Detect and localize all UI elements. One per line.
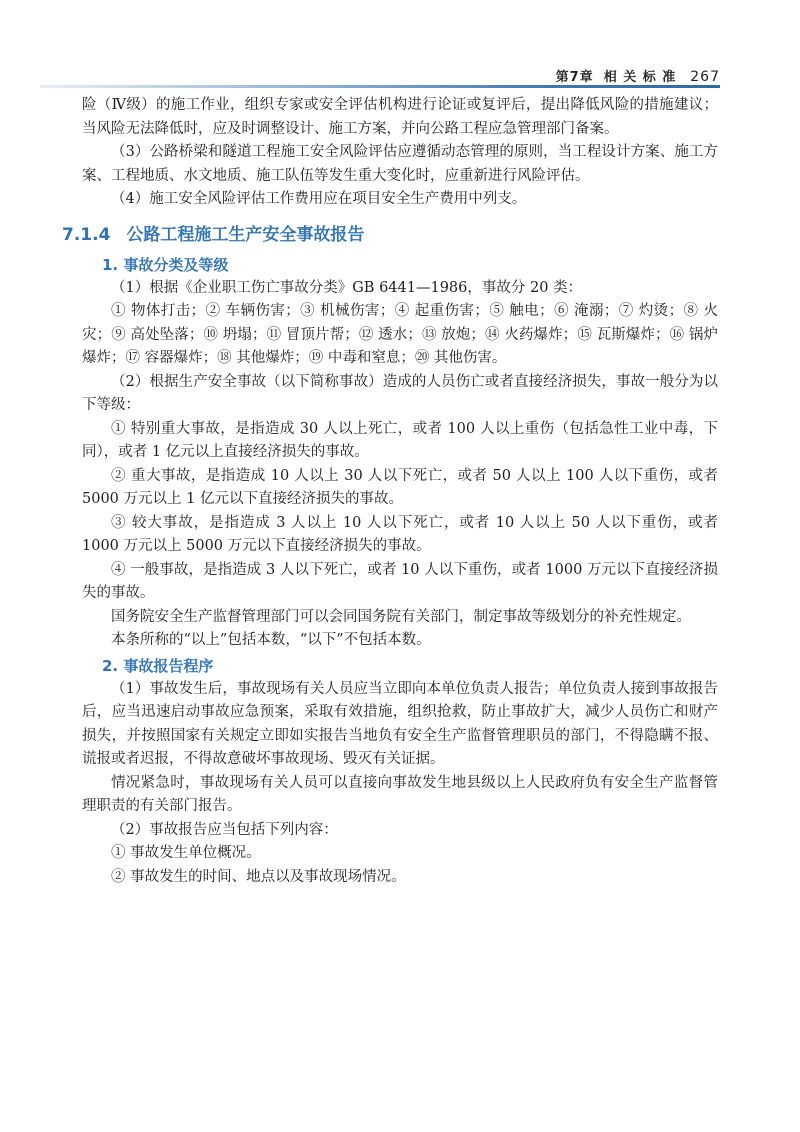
paragraph-item-4: （4）施工安全风险评估工作费用应在项目安全生产费用中列支。 xyxy=(111,191,527,207)
paragraph: ② 重大事故，是指造成 10 人以上 30 人以下死亡，或者 50 人以上 100 人以下重伤，或者 5000 万元以上 1 亿元以下直接经济损失的事故。 xyxy=(82,467,718,507)
section-number: 7.1.4 xyxy=(62,224,111,245)
paragraph-item-3: （3）公路桥梁和隧道工程施工安全风险评估应遵循动态管理的原则，当工程设计方案、施工方案、工程地质、水文地质、施工队伍等发生重大变化时，应重新进行风险评估。 xyxy=(82,144,718,184)
paragraph: （2）事故报告应当包括下列内容： xyxy=(111,821,338,838)
paragraph: 本条所称的“以上”包括本数，“以下”不包括本数。 xyxy=(111,632,431,648)
paragraph: （1）事故发生后，事故现场有关人员应当立即向本单位负责人报告；单位负责人接到事故报告后，应当迅速启动事故应急预案，采取有效措施，组织抢救，防止事故扩大，减少人员伤亡和财产损失，并按照国家有关规定立即如实报告当地负有安全生产监督管理职员的部门，不得隐瞒不报、谎报或者迟报，不得故意破坏事故现场、毁灭有关证据。 xyxy=(82,680,718,767)
header-chapter: 第7章 xyxy=(555,70,594,85)
section-title: 公路工程施工生产安全事故报告 xyxy=(126,224,365,245)
paragraph-continued: 险（Ⅳ级）的施工作业，组织专家或安全评估机构进行论证或复评后，提出降低风险的措施建议；当风险无法降低时，应及时调整设计、施工方案，并向公路工程应急管理部门备案。 xyxy=(82,97,718,137)
section-heading xyxy=(62,223,718,247)
header-title: 相 关 标 准 xyxy=(603,70,677,85)
page-body xyxy=(62,94,718,889)
paragraph: ① 特别重大事故，是指造成 30 人以上死亡，或者 100 人以上重伤（包括急性工业中毒，下同），或者 1 亿元以上直接经济损失的事故。 xyxy=(82,420,718,460)
header-rule xyxy=(40,85,720,88)
subheading-classification: 1. 事故分类及等级 xyxy=(102,255,229,274)
paragraph: ① 事故发生单位概况。 xyxy=(111,845,261,861)
paragraph: 情况紧急时，事故现场有关人员可以直接向事故发生地县级以上人民政府负有安全生产监督管理职责的有关部门报告。 xyxy=(82,774,718,814)
paragraph: （2）根据生产安全事故（以下简称事故）造成的人员伤亡或者直接经济损失，事故一般分为以下等级： xyxy=(82,373,718,413)
paragraph: （1）根据《企业职工伤亡事故分类》GB 6441—1986，事故分 20 类： xyxy=(111,279,583,296)
page-number: 267 xyxy=(690,69,720,85)
paragraph: 国务院安全生产监督管理部门可以会同国务院有关部门，制定事故等级划分的补充性规定。 xyxy=(111,608,691,625)
subheading-report-procedure: 2. 事故报告程序 xyxy=(102,656,214,675)
paragraph: ③ 较大事故，是指造成 3 人以上 10 人以下死亡，或者 10 人以上 50 人以下重伤，或者 1000 万元以上 5000 万元以下直接经济损失的事故。 xyxy=(82,514,718,554)
paragraph: ④ 一般事故，是指造成 3 人以下死亡，或者 10 人以下重伤，或者 1000 万元以下直接经济损失的事故。 xyxy=(82,561,718,601)
paragraph: ① 物体打击；② 车辆伤害；③ 机械伤害；④ 起重伤害；⑤ 触电；⑥ 淹溺；⑦ 灼烫；⑧ 火灾；⑨ 高处坠落；⑩ 坍塌；⑪ 冒顶片帮；⑫ 透水；⑬ 放炮；⑭ 火药爆炸；⑮ 瓦斯爆炸；⑯ 锅炉爆炸；⑰ 容器爆炸；⑱ 其他爆炸；⑲ 中毒和窒息；⑳ 其他伤害。 xyxy=(82,303,718,366)
header-text xyxy=(556,66,720,85)
paragraph: ② 事故发生的时间、地点以及事故现场情况。 xyxy=(111,868,406,885)
running-header xyxy=(40,66,720,88)
